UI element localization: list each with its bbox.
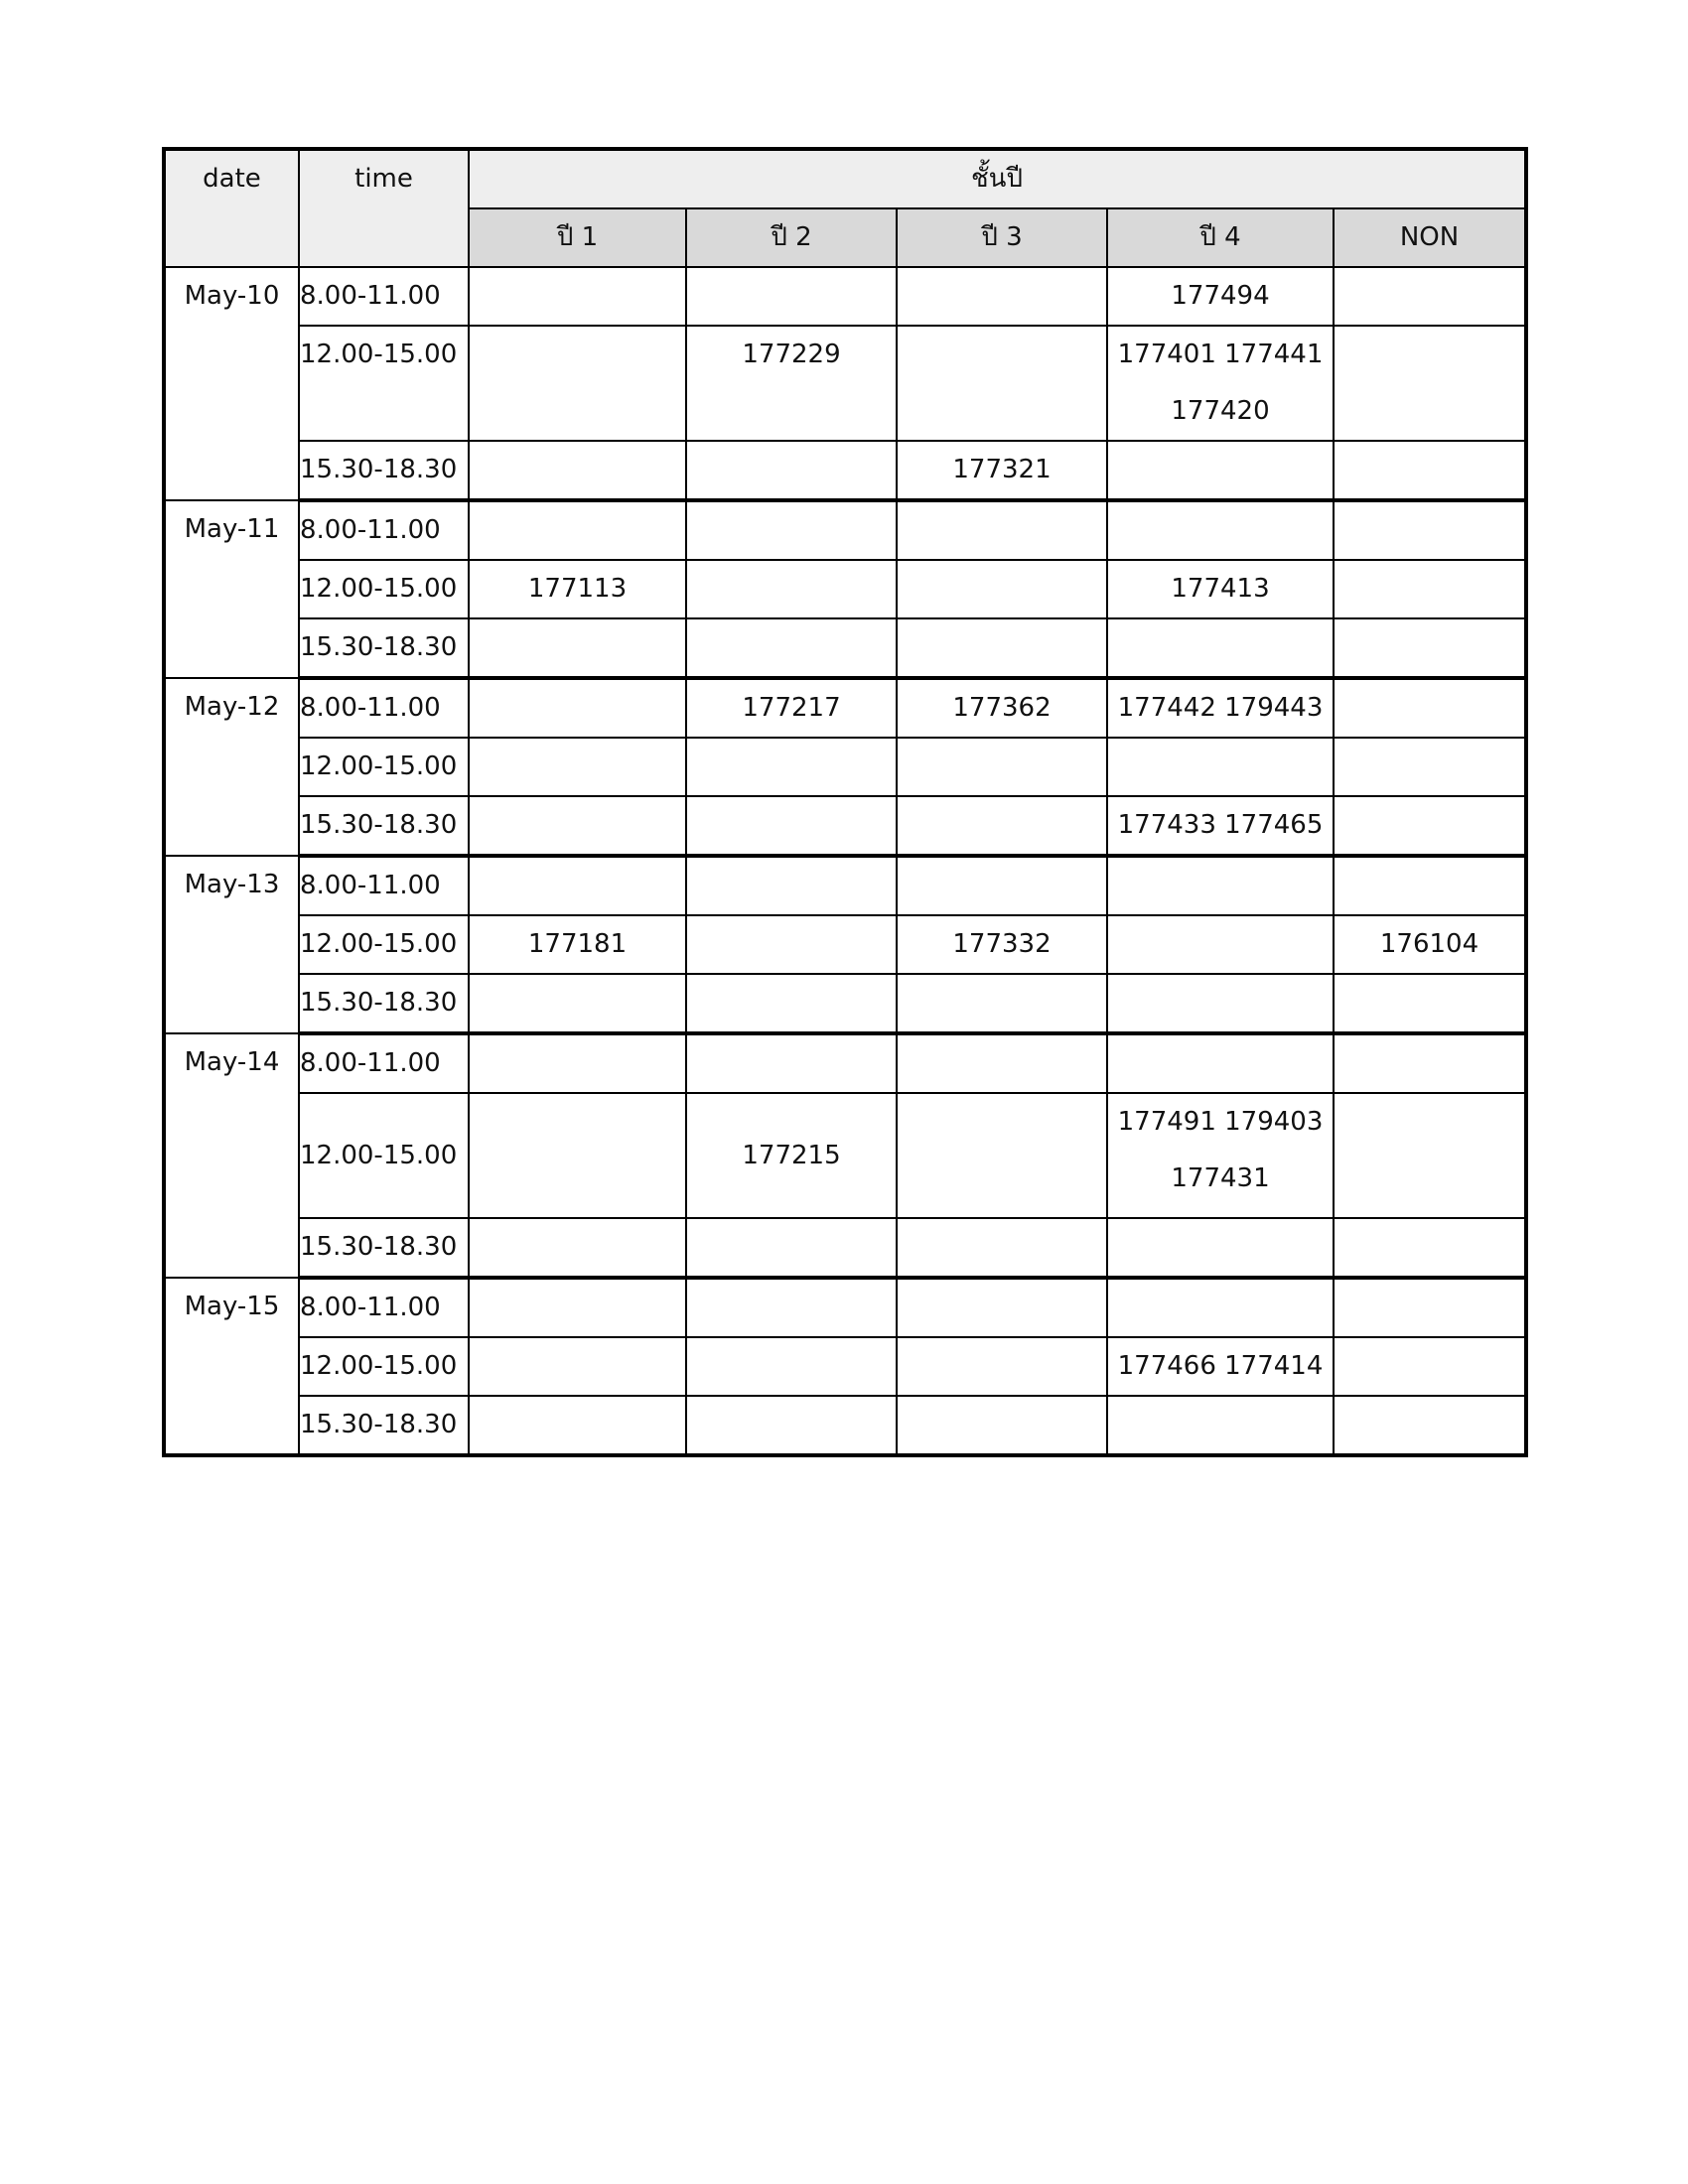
year-3-course-cell <box>897 1093 1107 1218</box>
table-row <box>164 915 1526 974</box>
time-cell: 8.00-11.00 <box>299 267 469 326</box>
year-3-course-cell <box>897 618 1107 678</box>
time-cell: 12.00-15.00 <box>299 326 469 441</box>
year-2-course-cell <box>686 856 897 915</box>
year-1-header: ปี 1 <box>469 208 686 267</box>
course-code: 177413 <box>1171 574 1270 604</box>
date-column-header: date <box>164 149 299 267</box>
date-cell: May-11 <box>164 500 299 678</box>
non-course-cell <box>1334 678 1526 738</box>
time-cell: 15.30-18.30 <box>299 1218 469 1278</box>
year-2-course-cell <box>686 441 897 500</box>
year-4-course-cell <box>1107 1278 1334 1337</box>
year-4-course-cell <box>1107 500 1334 560</box>
year-1-course-cell <box>469 974 686 1033</box>
year-4-course-cell <box>1107 441 1334 500</box>
year-4-course-cell <box>1107 1396 1334 1455</box>
year-1-course-cell <box>469 738 686 796</box>
year-2-course-cell <box>686 1218 897 1278</box>
year-4-course-cell <box>1107 1337 1334 1396</box>
year-1-course-cell: 177113 <box>469 560 686 618</box>
exam-schedule-sheet <box>162 147 1524 1457</box>
time-cell: 15.30-18.30 <box>299 796 469 856</box>
non-course-cell <box>1334 974 1526 1033</box>
year-2-course-cell <box>686 796 897 856</box>
time-cell: 8.00-11.00 <box>299 678 469 738</box>
time-column-header: time <box>299 149 469 267</box>
time-cell: 15.30-18.30 <box>299 618 469 678</box>
year-4-course-cell <box>1107 560 1334 618</box>
year-4-course-cell <box>1107 974 1334 1033</box>
year-4-course-cell <box>1107 267 1334 326</box>
year-3-course-cell: 177332 <box>897 915 1107 974</box>
year-2-course-cell <box>686 560 897 618</box>
year-4-course-cell <box>1107 326 1334 441</box>
table-row <box>164 441 1526 500</box>
year-3-course-cell: 177362 <box>897 678 1107 738</box>
year-3-course-cell <box>897 500 1107 560</box>
non-course-cell <box>1334 618 1526 678</box>
table-row <box>164 1218 1526 1278</box>
time-cell: 15.30-18.30 <box>299 974 469 1033</box>
year-1-course-cell: 177181 <box>469 915 686 974</box>
year-4-course-cell <box>1107 1033 1334 1093</box>
non-course-cell <box>1334 441 1526 500</box>
time-cell: 8.00-11.00 <box>299 500 469 560</box>
course-code: 177401 177441 <box>1117 340 1324 369</box>
non-header: NON <box>1334 208 1526 267</box>
year-4-course-cell <box>1107 1093 1334 1218</box>
table-row <box>164 560 1526 618</box>
non-course-cell <box>1334 1093 1526 1218</box>
year-3-course-cell <box>897 1337 1107 1396</box>
date-cell: May-13 <box>164 856 299 1033</box>
time-cell: 15.30-18.30 <box>299 441 469 500</box>
year-3-course-cell <box>897 267 1107 326</box>
table-row <box>164 1278 1526 1337</box>
table-row <box>164 974 1526 1033</box>
course-code: 177433 177465 <box>1117 810 1324 840</box>
year-3-course-cell <box>897 1396 1107 1455</box>
course-code: 177442 179443 <box>1117 693 1324 723</box>
year-4-course-cell <box>1107 1218 1334 1278</box>
year-2-course-cell <box>686 915 897 974</box>
year-1-course-cell <box>469 856 686 915</box>
table-row <box>164 1396 1526 1455</box>
course-code: 177420 <box>1171 396 1270 426</box>
table-row <box>164 678 1526 738</box>
non-course-cell <box>1334 326 1526 441</box>
time-cell: 8.00-11.00 <box>299 856 469 915</box>
non-course-cell <box>1334 856 1526 915</box>
non-course-cell: 176104 <box>1334 915 1526 974</box>
year-4-course-cell <box>1107 796 1334 856</box>
time-cell: 12.00-15.00 <box>299 738 469 796</box>
year-3-course-cell <box>897 1033 1107 1093</box>
year-4-course-cell <box>1107 678 1334 738</box>
table-row <box>164 738 1526 796</box>
year-1-course-cell <box>469 796 686 856</box>
year-3-course-cell <box>897 560 1107 618</box>
time-cell: 15.30-18.30 <box>299 1396 469 1455</box>
year-1-course-cell <box>469 1033 686 1093</box>
year-2-course-cell <box>686 500 897 560</box>
table-row <box>164 500 1526 560</box>
exam-schedule-table <box>162 147 1528 1457</box>
time-cell: 8.00-11.00 <box>299 1278 469 1337</box>
non-course-cell <box>1334 1396 1526 1455</box>
course-code: 177466 177414 <box>1117 1351 1324 1381</box>
year-2-course-cell <box>686 1337 897 1396</box>
table-body <box>164 267 1526 1455</box>
table-row <box>164 1093 1526 1218</box>
year-1-course-cell <box>469 1278 686 1337</box>
date-cell: May-10 <box>164 267 299 500</box>
time-cell: 8.00-11.00 <box>299 1033 469 1093</box>
year-3-course-cell <box>897 326 1107 441</box>
date-cell: May-15 <box>164 1278 299 1455</box>
date-cell: May-12 <box>164 678 299 856</box>
year-2-course-cell <box>686 974 897 1033</box>
time-cell: 12.00-15.00 <box>299 1093 469 1218</box>
year-4-course-cell <box>1107 915 1334 974</box>
year-3-course-cell <box>897 796 1107 856</box>
date-cell: May-14 <box>164 1033 299 1278</box>
non-course-cell <box>1334 738 1526 796</box>
year-4-course-cell <box>1107 618 1334 678</box>
year-2-header: ปี 2 <box>686 208 897 267</box>
year-3-course-cell: 177321 <box>897 441 1107 500</box>
year-1-course-cell <box>469 441 686 500</box>
table-row <box>164 326 1526 441</box>
table-row <box>164 796 1526 856</box>
year-3-course-cell <box>897 1278 1107 1337</box>
year-2-course-cell <box>686 1033 897 1093</box>
time-cell: 12.00-15.00 <box>299 915 469 974</box>
year-4-header: ปี 4 <box>1107 208 1334 267</box>
year-1-course-cell <box>469 678 686 738</box>
non-course-cell <box>1334 500 1526 560</box>
year-2-course-cell <box>686 1396 897 1455</box>
year-4-course-cell <box>1107 856 1334 915</box>
year-2-course-cell: 177217 <box>686 678 897 738</box>
year-2-course-cell <box>686 267 897 326</box>
time-cell: 12.00-15.00 <box>299 1337 469 1396</box>
year-2-course-cell: 177215 <box>686 1093 897 1218</box>
year-3-course-cell <box>897 974 1107 1033</box>
non-course-cell <box>1334 1218 1526 1278</box>
year-1-course-cell <box>469 1396 686 1455</box>
year-3-course-cell <box>897 738 1107 796</box>
course-code: 177494 <box>1171 281 1270 311</box>
year-2-course-cell <box>686 738 897 796</box>
year-1-course-cell <box>469 1093 686 1218</box>
table-header <box>164 149 1526 267</box>
non-course-cell <box>1334 796 1526 856</box>
year-2-course-cell: 177229 <box>686 326 897 441</box>
year-2-course-cell <box>686 1278 897 1337</box>
year-1-course-cell <box>469 326 686 441</box>
year-2-course-cell <box>686 618 897 678</box>
non-course-cell <box>1334 1337 1526 1396</box>
table-row <box>164 856 1526 915</box>
year-4-course-cell <box>1107 738 1334 796</box>
year-3-header: ปี 3 <box>897 208 1107 267</box>
year-1-course-cell <box>469 500 686 560</box>
course-code: 177431 <box>1171 1163 1270 1193</box>
non-course-cell <box>1334 267 1526 326</box>
year-3-course-cell <box>897 1218 1107 1278</box>
table-row <box>164 618 1526 678</box>
table-row <box>164 1033 1526 1093</box>
non-course-cell <box>1334 560 1526 618</box>
year-group-header: ชั้นปี <box>469 149 1526 208</box>
year-1-course-cell <box>469 267 686 326</box>
non-course-cell <box>1334 1278 1526 1337</box>
table-row <box>164 1337 1526 1396</box>
course-code: 177491 179403 <box>1117 1107 1324 1137</box>
time-cell: 12.00-15.00 <box>299 560 469 618</box>
year-1-course-cell <box>469 1337 686 1396</box>
year-1-course-cell <box>469 618 686 678</box>
year-1-course-cell <box>469 1218 686 1278</box>
non-course-cell <box>1334 1033 1526 1093</box>
year-3-course-cell <box>897 856 1107 915</box>
table-row <box>164 267 1526 326</box>
